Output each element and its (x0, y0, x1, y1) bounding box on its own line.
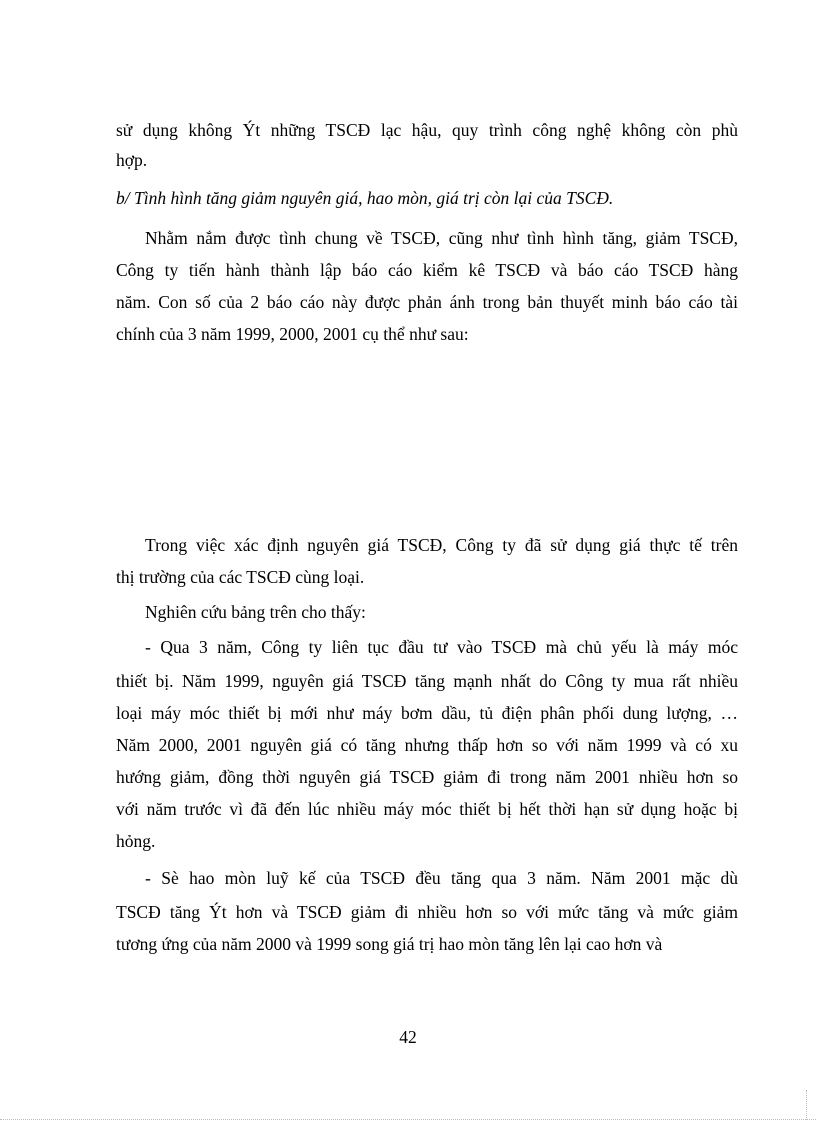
paragraph-line: sử dụng không Ýt những TSCĐ lạc hậu, quy trình công nghệ không còn phù (116, 120, 738, 140)
paragraph-line: Nghiên cứu bảng trên cho thấy: (145, 602, 366, 622)
paragraph-line: chính của 3 năm 1999, 2000, 2001 cụ thể như sau: (116, 324, 469, 344)
paragraph-line: Nhằm nắm được tình chung về TSCĐ, cũng như tình hình tăng, giảm TSCĐ, (145, 228, 738, 248)
paragraph-line: Công ty tiến hành thành lập báo cáo kiểm kê TSCĐ và báo cáo TSCĐ hàng (116, 260, 738, 280)
paragraph-line: thị trường của các TSCĐ cùng loại. (116, 567, 365, 587)
paragraph-line: năm. Con số của 2 báo cáo này được phản ánh trong bản thuyết minh báo cáo tài (116, 292, 738, 312)
paragraph-line: hỏng. (116, 831, 156, 851)
paragraph-line: hướng giảm, đồng thời nguyên giá TSCĐ giảm đi trong năm 2001 nhiều hơn so (116, 767, 738, 787)
paragraph-line: Trong việc xác định nguyên giá TSCĐ, Công ty đã sử dụng giá thực tế trên (145, 535, 738, 555)
page-edge-divider (0, 1119, 816, 1120)
paragraph-line: Năm 2000, 2001 nguyên giá có tăng nhưng thấp hơn so với năm 1999 và có xu (116, 735, 738, 755)
page-number: 42 (399, 1027, 417, 1047)
paragraph-line: hợp. (116, 150, 148, 170)
paragraph-line: loại máy móc thiết bị mới như máy bơm dầu, tủ điện phân phối dung lượng, … (116, 703, 738, 723)
page-edge-divider-vertical (806, 1090, 807, 1120)
paragraph-line: - Sè hao mòn luỹ kế của TSCĐ đều tăng qua 3 năm. Năm 2001 mặc dù (145, 868, 738, 888)
section-heading: b/ Tình hình tăng giảm nguyên giá, hao mòn, giá trị còn lại của TSCĐ. (116, 188, 614, 208)
paragraph-line: tương ứng của năm 2000 và 1999 song giá trị hao mòn tăng lên lại cao hơn và (116, 934, 663, 954)
paragraph-line: với năm trước vì đã đến lúc nhiều máy móc thiết bị hết thời hạn sử dụng hoặc bị (116, 799, 738, 819)
paragraph-line: - Qua 3 năm, Công ty liên tục đầu tư vào TSCĐ mà chủ yếu là máy móc (145, 637, 738, 657)
paragraph-line: TSCĐ tăng Ýt hơn và TSCĐ giảm đi nhiều hơn so với mức tăng và mức giảm (116, 902, 738, 922)
paragraph-line: thiết bị. Năm 1999, nguyên giá TSCĐ tăng mạnh nhất do Công ty mua rất nhiều (116, 671, 738, 691)
